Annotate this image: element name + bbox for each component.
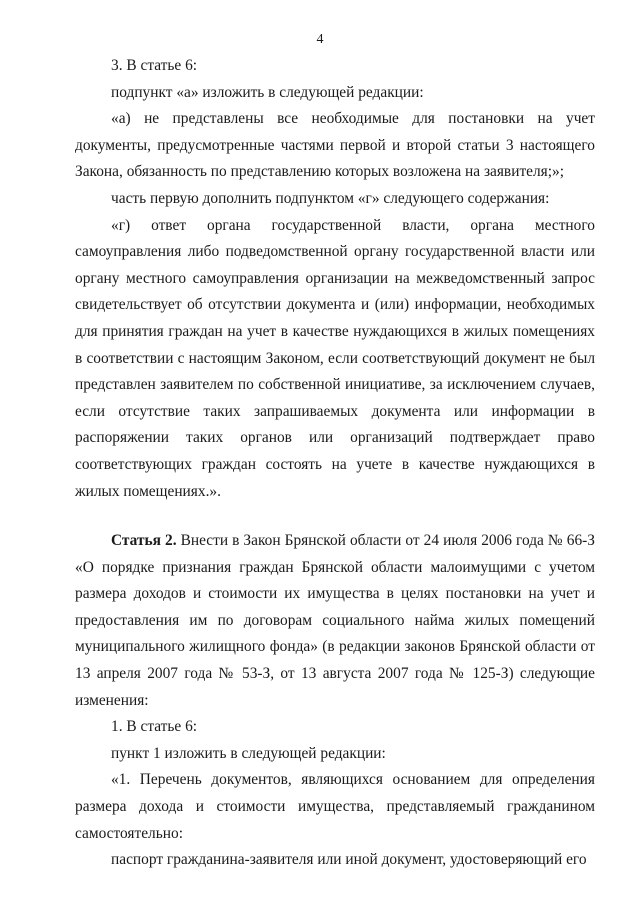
paragraph-article-6-heading: 3. В статье 6: xyxy=(111,57,198,74)
paragraph-subitem-g-text: «г) ответ органа государственной власти, органа местного самоуправления либо подведомственной органу государственной власти или органу местного самоуправления организации на межведомственный запрос свидетельствует об отсутствии документа и (или) информации, необходимых для принятия граждан на учет в качестве нуждающихся в жилых помещениях в соответствии с настоящим Законом, если соответствующий документ не был представлен заявителем по собственной инициативе, за исключением случаев, если отсутствие таких запрашиваемых документа или информации в распоряжении таких органов или организаций подтверждает право соответствующих граждан состоять на учете в качестве нуждающихся в жилых помещениях.». xyxy=(75,216,595,500)
paragraph-article-2 xyxy=(75,528,595,714)
paragraph-subitem-a-intro: подпункт «а» изложить в следующей редакции: xyxy=(111,83,424,101)
paragraph-item-1-heading: 1. В статье 6: xyxy=(111,718,198,736)
article-2-text: Внести в Закон Брянской области от 24 июля 2006 года № 66-З «О порядке признания граждан Брянской области малоимущими с учетом размера доходов и стоимости их имущества в целях постановки на учет и предоставления им по договорам социального найма жилых помещений муниципального жилищного фонда» (в редакции законов Брянской области от 13 апреля 2007 года № 53-З, от 13 августа 2007 года № 125-З) следующие изменения: xyxy=(75,532,596,709)
paragraph-subitem-a-text: «а) не представлены все необходимые для постановки на учет документы, предусмотренные частями первой и второй статьи 3 настоящего Закона, обязанность по представлению которых возложена на заявителя;»; xyxy=(75,110,595,181)
paragraph-point-1-intro: пункт 1 изложить в следующей редакции: xyxy=(111,744,386,762)
paragraph-subitem-g-intro: часть первую дополнить подпунктом «г» следующего содержания: xyxy=(111,189,550,207)
paragraph-passport: паспорт гражданина-заявителя или иной документ, удостоверяющий его xyxy=(111,851,587,869)
page-number: 4 xyxy=(316,32,324,47)
paragraph-documents-list-intro: «1. Перечень документов, являющихся основанием для определения размера дохода и стоимости имущества, представляемый гражданином самостоятельно: xyxy=(75,771,595,842)
document-body xyxy=(75,53,595,874)
article-2-heading: Статья 2. xyxy=(111,532,177,550)
